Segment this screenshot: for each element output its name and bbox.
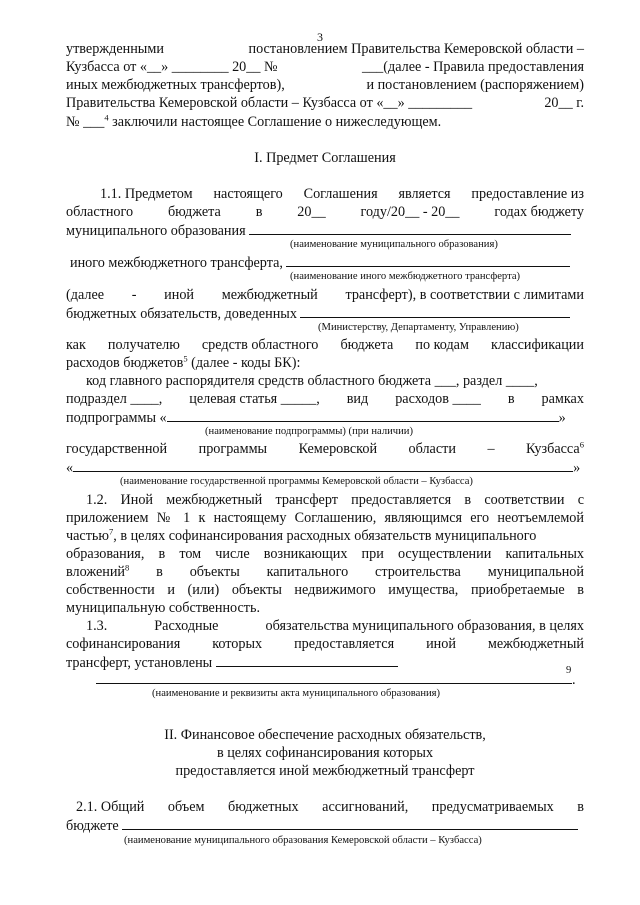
text-line: [66, 336, 584, 354]
word: заключили настоящее Соглашение о нижеследующем.: [108, 114, 442, 130]
word: и постановлением (распоряжением): [366, 77, 584, 93]
word: муниципального образования: [66, 223, 246, 239]
text-line: собственности и (или) объекты недвижимого имущества, приобретаемые в: [66, 582, 584, 598]
word: вложений: [66, 564, 126, 580]
text-line: [66, 816, 584, 835]
footnote-mark: 9: [566, 665, 572, 676]
word: иного межбюджетного трансферта,: [70, 255, 283, 271]
word: .: [572, 672, 576, 688]
section-title-line: II. Финансовое обеспечение расходных обязательств,: [164, 727, 486, 743]
word: утвержденными: [66, 41, 164, 57]
field-caption: (наименование муниципального образования): [290, 239, 498, 250]
field-caption: (наименование государственной программы Кемеровской области – Кузбасса): [120, 476, 473, 487]
word: (далее - коды БК):: [187, 355, 301, 371]
word: расходов бюджетов: [66, 355, 184, 371]
text-line: [66, 286, 584, 304]
blank-underline: [73, 458, 573, 472]
word: целевая статья _____,: [189, 391, 320, 407]
word: Кузбасса: [526, 441, 580, 457]
blank-underline: [96, 670, 572, 684]
word: подраздел ____,: [66, 391, 163, 407]
word: рамках: [541, 391, 584, 407]
text-line: [66, 94, 584, 112]
footnote-mark: 8: [125, 562, 130, 573]
word: Кузбасса от «__» ________ 20__ №: [66, 59, 278, 75]
blank-underline: [122, 816, 578, 830]
word: областного: [66, 204, 134, 220]
word: году/20__ - 20__: [360, 204, 460, 220]
word: муниципальной: [487, 564, 584, 580]
word: частью: [66, 528, 109, 544]
word: иной: [164, 287, 195, 303]
text-line: образования, в том числе возникающих при осуществлении капитальных: [66, 546, 584, 562]
word: объекты: [189, 564, 240, 580]
word: межбюджетный: [487, 636, 584, 652]
word: области: [408, 441, 456, 457]
word: Правительства Кемеровской области – Кузбасса от «__» _________: [66, 95, 473, 111]
word: Расходные: [154, 618, 219, 634]
blank-underline: [216, 653, 398, 667]
footnote-mark: 7: [109, 526, 114, 537]
word: получателю: [107, 337, 180, 353]
word: [526, 440, 584, 458]
word: 1.1. Предметом: [100, 186, 193, 202]
text-line: [66, 76, 584, 94]
word: 20__ г.: [544, 95, 584, 111]
footnote-mark: 6: [579, 439, 584, 450]
word: настоящего: [213, 186, 283, 202]
word: трансферт), в соответствии с лимитами: [345, 287, 584, 303]
word: в: [507, 391, 515, 407]
field-caption: (наименование иного межбюджетного трансферта): [290, 271, 521, 282]
word: средств областного: [201, 337, 319, 353]
word: ассигнований,: [322, 799, 409, 815]
footnote-mark: 4: [104, 112, 109, 123]
word: трансферт, установлены: [66, 655, 213, 671]
word: межбюджетный: [221, 287, 318, 303]
word: [66, 563, 129, 581]
word: бюджета: [340, 337, 394, 353]
word: вид: [346, 391, 369, 407]
word: иной: [426, 636, 456, 652]
word: 20__: [297, 204, 326, 220]
word: Кемеровской: [298, 441, 378, 457]
text-line: [66, 40, 584, 58]
word: предусматриваемых: [431, 799, 554, 815]
text-line: [66, 527, 584, 545]
word: иных межбюджетных трансфертов),: [66, 77, 285, 93]
word: бюджета: [167, 204, 221, 220]
field-caption: (наименование и реквизиты акта муниципального образования): [152, 688, 441, 699]
text-line: [100, 185, 584, 203]
word: подпрограммы «: [66, 410, 167, 426]
word: программы: [198, 441, 268, 457]
field-caption: (наименование подпрограммы) (при наличии): [205, 426, 413, 437]
text-line: приложением № 1 к настоящему Соглашению, являющимся его неотъемлемой: [66, 510, 584, 526]
word: 1.3.: [86, 618, 108, 634]
word: которых: [212, 636, 263, 652]
word: в: [577, 799, 584, 815]
word: 2.1. Общий: [76, 799, 145, 815]
blank-underline: [286, 253, 570, 267]
word: Соглашения: [303, 186, 378, 202]
text-line: [66, 390, 584, 408]
word: , в целях софинансирования расходных обязательств муниципального: [113, 528, 537, 544]
text-line: [66, 354, 584, 372]
text-line: код главного распорядителя средств областного бюджета ___, раздел ____,: [86, 373, 538, 389]
word: »: [573, 460, 581, 476]
word: капитального: [266, 564, 349, 580]
word: (далее: [66, 287, 105, 303]
text-line: [66, 635, 584, 653]
field-caption: (наименование муниципального образования Кемеровской области – Кузбасса): [124, 835, 482, 846]
text-line: 1.2. Иной межбюджетный трансферт предоставляется в соответствии с: [86, 492, 584, 508]
text-line: [76, 798, 584, 816]
text-line: [66, 113, 584, 131]
section-title-line: в целях софинансирования которых: [216, 745, 434, 761]
text-line: муниципальную собственность.: [66, 600, 261, 616]
word: в: [255, 204, 263, 220]
word: строительства: [375, 564, 461, 580]
blank-underline: [167, 408, 559, 422]
section-title: I. Предмет Соглашения: [254, 150, 396, 166]
text-line: [66, 58, 584, 76]
text-line: [66, 563, 584, 581]
word: обязательства муниципального образования, в целях: [265, 618, 584, 634]
word: бюджетных: [227, 799, 299, 815]
word: расходов ____: [395, 391, 481, 407]
blank-underline: [249, 221, 571, 235]
page-number: 3: [317, 30, 323, 44]
word: «: [66, 460, 74, 476]
word: бюджете: [66, 818, 119, 834]
word: как: [66, 337, 86, 353]
text-line: [86, 617, 584, 635]
text-line: [66, 440, 584, 458]
word: является: [398, 186, 451, 202]
word: -: [131, 287, 137, 303]
word: постановлением Правительства Кемеровской области –: [248, 41, 584, 57]
word: годах бюджету: [494, 204, 584, 220]
blank-underline: [300, 304, 570, 318]
word: государственной: [66, 441, 168, 457]
text-line: [66, 203, 584, 221]
field-caption: (Министерству, Департаменту, Управлению): [318, 322, 519, 333]
word: классификации: [491, 337, 584, 353]
word: объем: [167, 799, 205, 815]
word: ___(далее - Правила предоставления: [361, 59, 584, 75]
section-title-line: предоставляется иной межбюджетный трансферт: [175, 763, 475, 779]
word: № ___: [66, 114, 105, 130]
word: бюджетных обязательств, доведенных: [66, 306, 297, 322]
word: софинансирования: [66, 636, 181, 652]
word: в: [156, 564, 163, 580]
footnote-mark: 5: [183, 353, 188, 364]
word: »: [558, 410, 566, 426]
word: предоставляется: [294, 636, 395, 652]
word: предоставление из: [471, 186, 584, 202]
word: по кодам: [415, 337, 469, 353]
word: –: [487, 441, 495, 457]
